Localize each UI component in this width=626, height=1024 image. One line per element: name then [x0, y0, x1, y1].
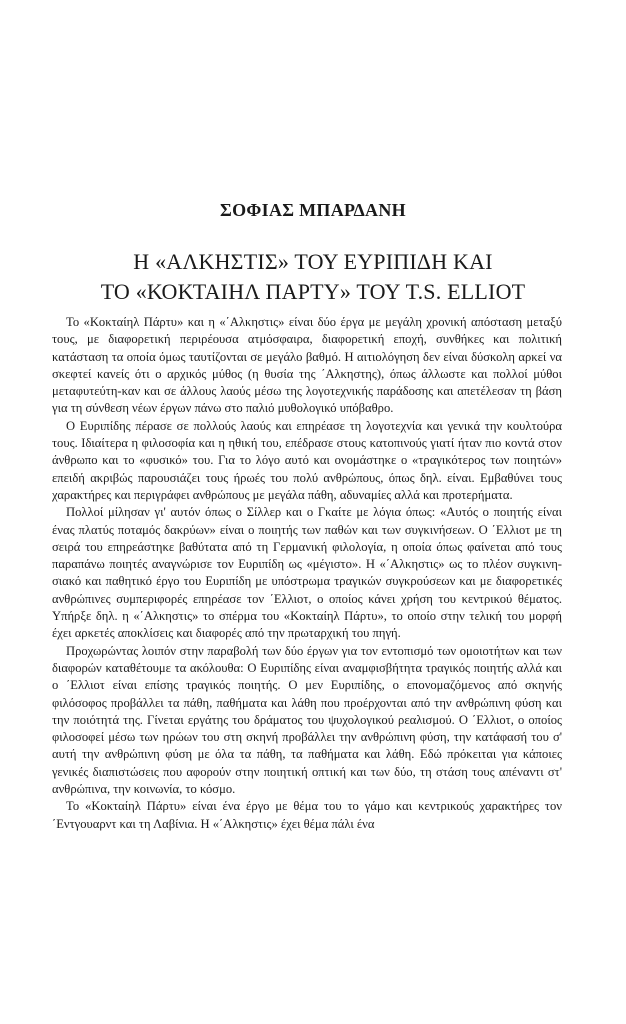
author-name: ΣΟΦΙΑΣ ΜΠΑΡΔΑΝΗ	[220, 200, 406, 220]
paragraph: Το «Κοκταίηλ Πάρτυ» είναι ένα έργο με θέμα του το γάμο και κεντρικούς χαρακτήρες τον ΄Εντγουαρντ και τη Λαβίνια. Η «΄Αλκηστις» έχει θέμα πάλι ένα	[52, 799, 562, 831]
article-title	[0, 247, 626, 307]
title-line-2: ΤΟ «ΚΟΚΤΑΙΗΛ ΠΑΡΤΥ» ΤΟΥ T.S. ELLIOT	[100, 279, 526, 304]
paragraph: Πολλοί μίλησαν γι' αυτόν όπως ο Σίλλερ και ο Γκαίτε με λόγια όπως: «Αυτός ο ποιητής είναι ένας πλατύς ποταμός δακρύων» είναι ο ποιητής των παθών και των συγκινήσεων. Ο ΄Ελλιοτ με τη σειρά του επηρεάστηκε βαθύτατα από τη Γερμανική φιλολογία, η οποία όπως φαίνεται από τους παραπάνω ποιητές αναγνώρισε τον Ευριπίδη ως «μέγιστο». Η «΄Αλκηστις» ως το πλέον συγκινη-σιακό και παθητικό έργο του Ευριπίδη με υπόστρωμα τραγικών συγκρούσεων και με διαφορετικές ανθρώπινες συμπεριφορές επηρέασε τον ΄Ελλιοτ, ο οποίος κάνει χρήση του κεντρικού θέματος. Υπήρξε δηλ. η «΄Αλκηστις» το σπέρμα του «Κοκταίηλ Πάρτυ», το οποίο στην τελική του μορφή έχει αρκετές αποκλίσεις και διαφορές από την πρωταρχική του πηγή.	[52, 505, 562, 641]
title-line-1: Η «ΑΛΚΗΣΤΙΣ» ΤΟΥ ΕΥΡΙΠΙΔΗ ΚΑΙ	[133, 249, 493, 274]
paragraph: Το «Κοκταίηλ Πάρτυ» και η «΄Αλκηστις» είναι δύο έργα με μεγάλη χρονική απόσταση μεταξύ τους, με διαφορετική περιρέουσα ατμόσφαιρα, διαφορετική εποχή, συνθήκες και πολιτική κατάσταση τα οποία όμως ταυτίζονται σε μεγάλο βαθμό. Η αιτιολόγηση δεν είναι δύσκολη αρκεί να σκεφτεί κανείς ότι ο αρχικός μύθος (η θυσία της ΄Αλκηστης), όπως άλλωστε και πολλοί μύθοι μεταφυτεύτη-καν και σε άλλους λαούς μέσω της λογοτεχνικής παράδοσης και απετέλεσαν τη βάση για τη σύνθεση νέων έργων πάνω στο παλιό μυθολογικό υπόβαθρο.	[52, 315, 562, 416]
paragraph: Προχωρώντας λοιπόν στην παραβολή των δύο έργων για τον εντοπισμό των ομοιοτήτων και των διαφορών καταθέτουμε τα ακόλουθα: Ο Ευριπίδης είναι αναμφισβήτητα τραγικός ποιητής αλλά και ο ΄Ελλιοτ είναι επίσης τραγικός ποιητής. Ο μεν Ευριπίδης, ο επονομαζόμενος από σκηνής φιλόσοφος προβάλλει τα πάθη, παθήματα και λάθη που προέρχονται από την ανθρώπινη φύση και την ποιότητά της. Γίνεται εργάτης του δράματος του ψυχολογικού ρεαλισμού. Ο ΄Ελλιοτ, ο οποίος φιλοσοφεί μέσω των ηρώων του στη σκηνή προβάλλει την ανθρώπινη φύση, την κατάφασή του σ' αυτή την ανθρώπινη φύση με όλα τα πάθη, τα παθήματα και λάθη. Εδώ πρόκειται για κάποιες γενικές διαπιστώσεις που αφορούν στην ποιητική οπτική και των δύο, τη στάση τους απέναντι στ' ανθρώπινα, την κοινωνία, το κόσμο.	[52, 643, 562, 797]
paragraph: Ο Ευριπίδης πέρασε σε πολλούς λαούς και επηρέασε τη λογοτεχνία και γενικά την κουλτούρα τους. Ιδιαίτερα η φιλοσοφία και η ηθική του, επέδρασε στους κατοπινούς γιατί ήταν πιο κοντά στον άνθρωπο και το «φυσικό» του. Για το λόγο αυτό και ονομάστηκε ο «τραγικότερος των ποιητών» επειδή ακριβώς παρουσιάζει τους ήρωές του πολύ ανθρώπους, όπως δηλ. είναι. Εμβαθύνει τους χαρακτήρες και περιγράφει ανθρώπους με μεγάλα πάθη, αδυναμίες αλλά και προτερήματα.	[52, 418, 562, 502]
article-body	[52, 314, 562, 833]
